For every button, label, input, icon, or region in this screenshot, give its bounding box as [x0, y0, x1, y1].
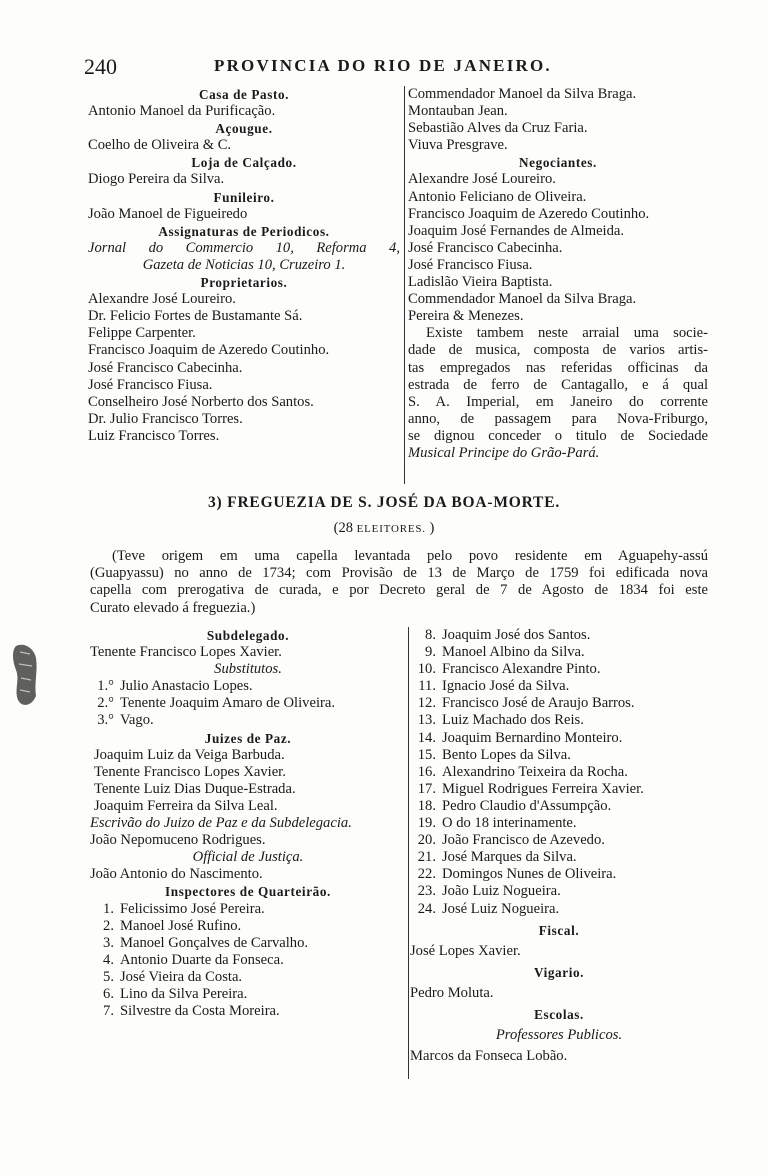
heading-proprietarios: Proprietarios. [200, 275, 288, 291]
list-item: 13. Luiz Machado dos Reis. [417, 712, 584, 729]
heading-inspectores: Inspectores de Quarteirão. [165, 884, 331, 900]
list-item: José Francisco Fiusa. [88, 376, 213, 393]
list-item: 24. José Luiz Nogueira. [417, 900, 560, 917]
list-item: 2. Manoel José Rufino. [103, 917, 242, 934]
heading-official-de-justica: Official de Justiça. [192, 849, 304, 866]
electors-close: ) [429, 520, 435, 536]
heading-acougue: Açougue. [215, 121, 273, 137]
list-item: 22. Domingos Nunes de Oliveira. [417, 866, 617, 883]
heading-negociantes: Negociantes. [519, 155, 597, 171]
list-item: João Nepomuceno Rodrigues. [90, 832, 266, 849]
list-item: 23. João Luiz Nogueira. [417, 883, 561, 900]
list-item: José Francisco Cabecinha. [88, 359, 243, 376]
heading-juizes-de-paz: Juizes de Paz. [204, 730, 292, 746]
paragraph-line: capella com prerogativa de curada, e por Decreto geral de 7 de Agosto de 1834 foi este [90, 582, 708, 599]
periodicals-line-2: Gazeta de Noticias 10, Cruzeiro 1. [142, 256, 346, 273]
list-item: Commendador Manoel da Silva Braga. [408, 86, 637, 102]
list-item: Ladislão Vieira Baptista. [408, 274, 553, 291]
heading-subdelegado: Subdelegado. [206, 628, 290, 643]
list-item: 11. Ignacio José da Silva. [418, 678, 570, 695]
list-item: Dr. Felicio Fortes de Bustamante Sá. [88, 308, 303, 325]
paragraph-line: (Guapyassu) no anno de 1734; com Provisão de 13 de Março de 1759 foi edificada nova [90, 565, 708, 582]
list-item: Joaquim José Fernandes de Almeida. [408, 222, 625, 239]
list-item: 3. Manoel Gonçalves de Carvalho. [103, 934, 309, 951]
upper-right-column [408, 86, 708, 462]
list-item: Marcos da Fonseca Lobão. [410, 1048, 568, 1065]
society-note-line: Existe tambem neste arraial uma socie- [426, 325, 708, 342]
list-item: Alexandre José Loureiro. [408, 171, 556, 188]
list-item: Joaquim Luiz da Veiga Barbuda. [94, 746, 285, 763]
heading-substitutos: Substitutos. [214, 661, 282, 678]
list-item: Diogo Pereira da Silva. [88, 171, 225, 188]
electors-number: (28 [333, 520, 354, 536]
heading-funileiro: Funileiro. [213, 189, 275, 205]
list-item: 6. Lino da Silva Pereira. [103, 985, 248, 1002]
heading-escrivao: Escrivão do Juizo de Paz e da Subdelegacia. [90, 815, 352, 832]
list-item: Viuva Presgrave. [408, 137, 508, 154]
list-item: João Manoel de Figueiredo [88, 205, 248, 222]
list-item: 9. Manoel Albino da Silva. [425, 644, 585, 661]
list-item: 4. Antonio Duarte da Fonseca. [103, 951, 284, 968]
list-item: 19. O do 18 interinamente. [417, 815, 577, 832]
list-item: José Lopes Xavier. [410, 942, 521, 959]
ink-blot-mark [10, 640, 40, 710]
list-item: Luiz Francisco Torres. [88, 427, 220, 444]
list-item: Coelho de Oliveira & C. [88, 137, 232, 154]
society-note-line: se dignou conceder o titulo de Sociedade [408, 427, 708, 444]
list-item: Sebastião Alves da Cruz Faria. [408, 120, 588, 137]
list-item: Commendador Manoel da Silva Braga. [408, 291, 637, 308]
society-note-line: tas empregados nas referidas officinas da [408, 359, 708, 376]
heading-vigario: Vigario. [533, 964, 585, 980]
list-item: 15. Bento Lopes da Silva. [417, 746, 571, 763]
periodicals-line-1: Jornal do Commercio 10, Reforma 4, [88, 239, 400, 256]
list-item: Pedro Moluta. [410, 984, 494, 1001]
list-item: 21. José Marques da Silva. [417, 849, 577, 866]
electors-count [0, 520, 768, 537]
list-item: Joaquim Ferreira da Silva Leal. [94, 797, 278, 814]
list-item: Pereira & Menezes. [408, 308, 524, 325]
paragraph-line: Curato elevado á freguezia.) [90, 599, 256, 616]
heading-assignaturas: Assignaturas de Periodicos. [158, 223, 330, 239]
list-item: Alexandre José Loureiro. [88, 291, 236, 308]
list-item: José Francisco Cabecinha. [408, 239, 563, 256]
list-item: 3.° Vago. [97, 712, 154, 729]
lower-right-column [410, 627, 708, 1065]
society-note-line: anno, de passagem para Nova-Friburgo, [408, 410, 708, 427]
list-item: 20. João Francisco de Azevedo. [417, 832, 605, 849]
history-paragraph [90, 548, 708, 617]
heading-professores: Professores Publicos. [495, 1027, 623, 1044]
lower-left-column [90, 627, 406, 1020]
list-item: Tenente Francisco Lopes Xavier. [90, 644, 282, 661]
column-divider-lower [408, 627, 409, 1079]
list-item: Francisco Joaquim de Azeredo Coutinho. [408, 205, 650, 222]
page-number: 240 [84, 54, 117, 79]
list-item: Felippe Carpenter. [88, 325, 196, 342]
list-item: Antonio Manoel da Purificação. [88, 103, 276, 120]
society-note-line: S. A. Imperial, em Janeiro do corrente [408, 393, 708, 410]
list-item: Francisco Joaquim de Azeredo Coutinho. [88, 342, 330, 359]
column-divider-upper [404, 86, 405, 484]
list-item: 1. Felicissimo José Pereira. [103, 900, 265, 917]
heading-escolas: Escolas. [534, 1006, 584, 1022]
heading-loja-de-calcado: Loja de Calçado. [191, 155, 297, 171]
list-item: João Antonio do Nascimento. [90, 866, 263, 883]
electors-label: ELEITORES. [356, 523, 426, 535]
list-item: José Francisco Fiusa. [408, 256, 533, 273]
list-item: Montauban Jean. [408, 103, 508, 120]
upper-left-column [88, 86, 400, 445]
running-title: PROVINCIA DO RIO DE JANEIRO. [214, 56, 552, 75]
list-item: Antonio Feliciano de Oliveira. [408, 188, 587, 205]
list-item: 16. Alexandrino Teixeira da Rocha. [417, 763, 628, 780]
list-item: 12. Francisco José de Araujo Barros. [417, 695, 635, 712]
society-note-line: Musical Principe do Grão-Pará. [408, 444, 600, 461]
heading-casa-de-pasto: Casa de Pasto. [198, 87, 290, 102]
heading-fiscal: Fiscal. [538, 922, 580, 938]
list-item: 7. Silvestre da Costa Moreira. [103, 1003, 280, 1020]
list-item: 1.° Julio Anastacio Lopes. [97, 678, 253, 695]
list-item: Tenente Luiz Dias Duque-Estrada. [94, 780, 296, 797]
list-item: 14. Joaquim Bernardino Monteiro. [417, 729, 623, 746]
section-title: 3) FREGUEZIA DE S. JOSÉ DA BOA-MORTE. [207, 494, 561, 511]
list-item: 17. Miguel Rodrigues Ferreira Xavier. [417, 780, 644, 797]
society-note-line: estrada de ferro de Cantagallo, e á qual [408, 376, 708, 393]
page-header [84, 52, 714, 80]
list-item: Dr. Julio Francisco Torres. [88, 410, 243, 427]
list-item: 10. Francisco Alexandre Pinto. [417, 661, 601, 678]
list-item: 18. Pedro Claudio d'Assumpção. [417, 797, 612, 814]
list-item: 8. Joaquim José dos Santos. [425, 627, 591, 643]
paragraph-line: (Teve origem em uma capella levantada pelo povo residente em Aguapehy-assú [112, 548, 708, 564]
list-item: Tenente Francisco Lopes Xavier. [94, 763, 286, 780]
society-note-line: dade de musica, composta de varios artis- [408, 342, 708, 359]
list-item: 2.° Tenente Joaquim Amaro de Oliveira. [97, 695, 335, 712]
list-item: 5. José Vieira da Costa. [103, 968, 243, 985]
list-item: Conselheiro José Norberto dos Santos. [88, 393, 314, 410]
